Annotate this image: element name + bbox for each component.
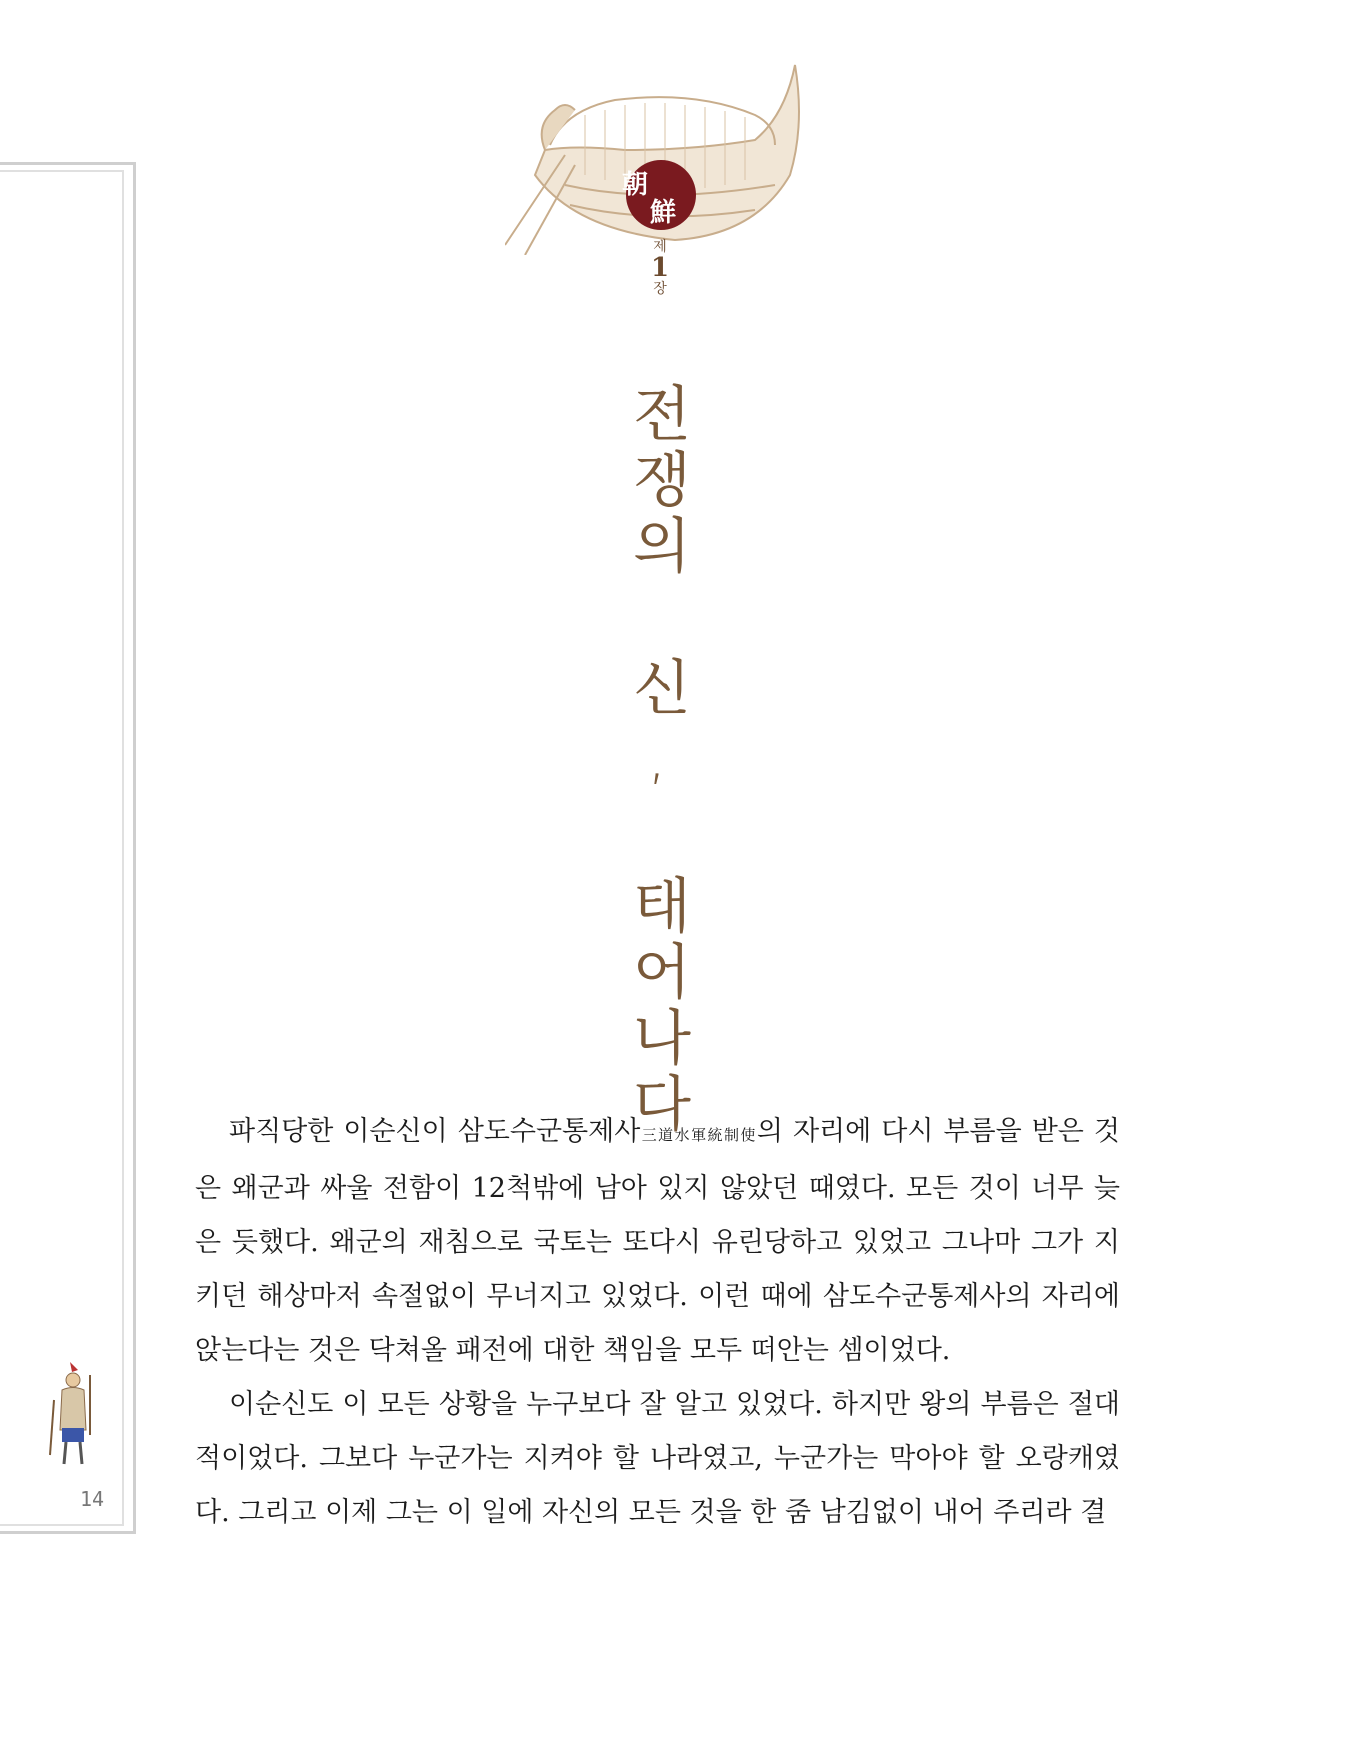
chapter-label [640, 240, 680, 297]
paragraph-2: 이순신도 이 모든 상황을 누구보다 잘 알고 있었다. 하지만 왕의 부름은 절대적이었다. 그보다 누군가는 지켜야 할 나라였고, 누군가는 막아야 할 오랑캐였다. 그리고 이제 그는 이 일에 자신의 모든 것을 한 줌 남김없이 내어 주리라 결 [195, 1389, 1120, 1528]
paragraph-1 [195, 1105, 1120, 1378]
paragraph-1-hanja: 三道水軍統制使 [640, 1126, 757, 1144]
page-margin-frame-inner [0, 170, 124, 1526]
seal-char-1: 朝 [622, 170, 649, 200]
soldier-figure-illustration [48, 1360, 98, 1470]
page-number: 14 [80, 1487, 105, 1511]
paragraph-1-after: 의 자리에 다시 부름을 받은 것은 왜군과 싸울 전함이 12척밖에 남아 있지 않았던 때였다. 모든 것이 너무 늦은 듯했다. 왜군의 재침으로 국토는 또다시 유린당하고 있었고 그나마 그가 지키던 해상마저 속절없이 무너지고 있었다. 이런 때에 삼도수군통제사의 자리에 앉는다는 것은 닥쳐올 패전에 대한 책임을 모두 떠안는 셈이었다. [195, 1116, 1120, 1366]
seal-char-2: 鮮 [650, 198, 677, 228]
body-text [195, 1105, 1120, 1540]
chapter-suffix: 장 [653, 280, 667, 297]
chapter-title: 전쟁의 신, 태어나다 [622, 382, 692, 1138]
paragraph-1-before: 파직당한 이순신이 삼도수군통제사 [229, 1116, 641, 1147]
chapter-prefix: 제 [653, 239, 667, 255]
chapter-number: 1 [650, 252, 670, 283]
joseon-seal [622, 160, 696, 230]
